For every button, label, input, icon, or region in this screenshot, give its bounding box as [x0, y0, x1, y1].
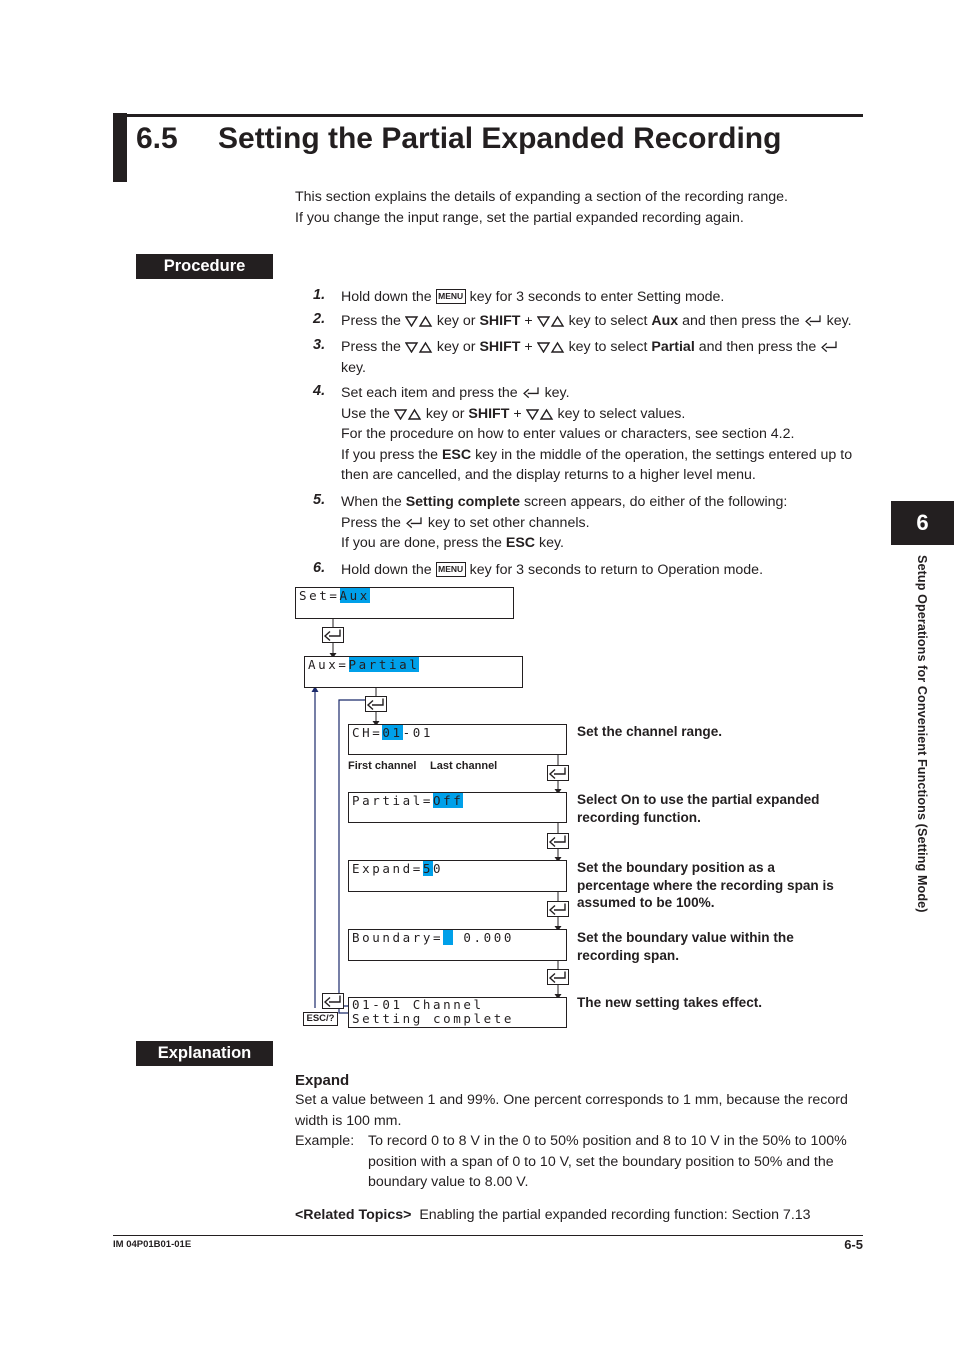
footer-doc-id: IM 04P01B01-01E	[113, 1239, 192, 1250]
step-5-number: 5.	[313, 492, 326, 508]
intro-line-1: This section explains the details of expanding a section of the recording range.	[295, 189, 788, 205]
step-3: Press the key or SHIFT + key to select Partial and then press the key.	[341, 337, 871, 378]
chapter-tab	[891, 501, 954, 545]
step-4: Set each item and press the key. Use the key or SHIFT + key to select values. For the procedure on how to enter values or characters, see section 4.2. If you press the ESC key in the middle of the operation, the settings entered up to then are cancelled, and the display returns to a higher level menu.	[341, 385, 853, 483]
step-4-number: 4.	[313, 383, 326, 399]
boundary-note: Set the boundary value within the recording span.	[577, 930, 794, 963]
lcd-complete-screen: 01-01 Channel Setting complete	[348, 997, 567, 1028]
channel-note: Set the channel range.	[577, 724, 723, 739]
enter-key-icon	[547, 901, 569, 917]
partial-note: Select On to use the partial expanded recording function.	[577, 792, 820, 825]
lcd-expand-screen: Expand=50	[348, 860, 567, 892]
step-5: When the Setting complete screen appears, do either of the following: Press the key to set other channels. If you are done, press the ESC key.	[341, 494, 788, 551]
enter-key-icon	[365, 696, 387, 712]
step-2-number: 2.	[313, 311, 326, 327]
first-channel-caption: First channel	[348, 760, 417, 772]
esc-key-icon: ESC/?	[303, 1012, 338, 1026]
related-topics: <Related Topics> Enabling the partial expanded recording function: Section 7.13	[295, 1207, 811, 1223]
lcd-boundary-screen: Boundary= 0.000	[348, 929, 567, 961]
menu-key-icon: MENU	[436, 562, 466, 577]
step-1: Hold down the MENU key for 3 seconds to enter Setting mode.	[341, 289, 725, 305]
menu-key-icon: MENU	[436, 289, 466, 304]
enter-key-icon	[322, 627, 344, 643]
lcd-channel-screen: CH=01-01	[348, 724, 567, 755]
lcd-aux-screen: Aux=Partial	[304, 656, 523, 688]
step-6-number: 6.	[313, 560, 326, 576]
example-label: Example:	[295, 1133, 355, 1149]
expand-note: Set the boundary position as a percentage where the recording span is assumed to be 100%.	[577, 860, 834, 910]
last-channel-caption: Last channel	[430, 760, 498, 772]
step-6: Hold down the MENU key for 3 seconds to return to Operation mode.	[341, 562, 764, 578]
step-3-number: 3.	[313, 337, 326, 353]
lcd-set-screen: Set=Aux	[295, 587, 514, 619]
lcd-partial-screen: Partial=Off	[348, 792, 567, 823]
footer-rule	[113, 1235, 863, 1236]
page-title: Setting the Partial Expanded Recording	[218, 122, 782, 155]
explanation-tab: Explanation	[136, 1041, 273, 1066]
intro-line-2: If you change the input range, set the partial expanded recording again.	[295, 210, 744, 226]
section-number: 6.5	[136, 122, 178, 155]
enter-key-icon	[547, 765, 569, 781]
chapter-side-text: Setup Operations for Convenient Functions (Setting Mode)	[915, 555, 929, 913]
enter-key-icon	[322, 993, 344, 1009]
chapter-number: 6	[916, 510, 929, 535]
footer-page-number: 6-5	[844, 1237, 863, 1252]
example-text: To record 0 to 8 V in the 0 to 50% position and 8 to 10 V in the 50% to 100% position with a span of 0 to 10 V, set the boundary position to 50% and the boundary value to 8.00 V.	[368, 1133, 847, 1190]
step-1-number: 1.	[313, 287, 326, 303]
step-2: Press the key or SHIFT + key to select Aux and then press the key.	[341, 313, 852, 329]
enter-key-icon	[547, 833, 569, 849]
procedure-tab: Procedure	[136, 254, 273, 279]
expand-text: Set a value between 1 and 99%. One percent corresponds to 1 mm, because the record width is 100 mm.	[295, 1092, 848, 1129]
complete-note: The new setting takes effect.	[577, 995, 763, 1010]
enter-key-icon	[547, 969, 569, 985]
expand-heading: Expand	[295, 1072, 350, 1089]
